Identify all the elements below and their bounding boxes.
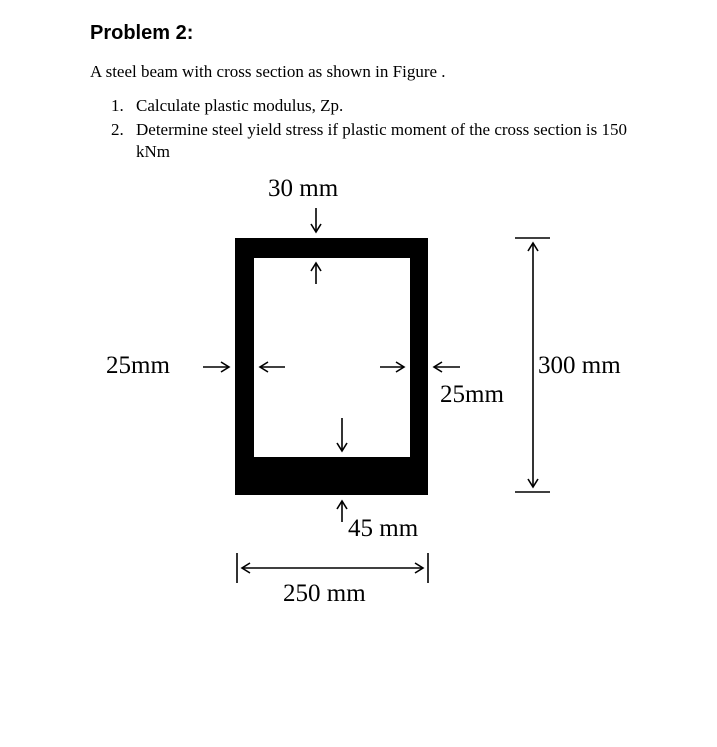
top-flange-label: 30 mm [268, 175, 339, 202]
right-web-label: 25mm [440, 381, 504, 408]
task-number: 1. [111, 96, 124, 115]
bottom-flange-label: 45 mm [348, 515, 419, 542]
section-hollow [254, 258, 410, 457]
task-number: 2. [111, 120, 124, 139]
width-dim-label: 250 mm [283, 580, 366, 607]
height-dim-label: 300 mm [538, 352, 621, 379]
left-web-label: 25mm [106, 352, 170, 379]
task-text: Determine steel yield stress if plastic moment of the cross section is 150 kNm [136, 120, 627, 161]
problem-intro: A steel beam with cross section as shown in Figure . [90, 62, 446, 81]
problem-title: Problem 2: [90, 22, 194, 44]
task-text: Calculate plastic modulus, Zp. [136, 96, 344, 115]
